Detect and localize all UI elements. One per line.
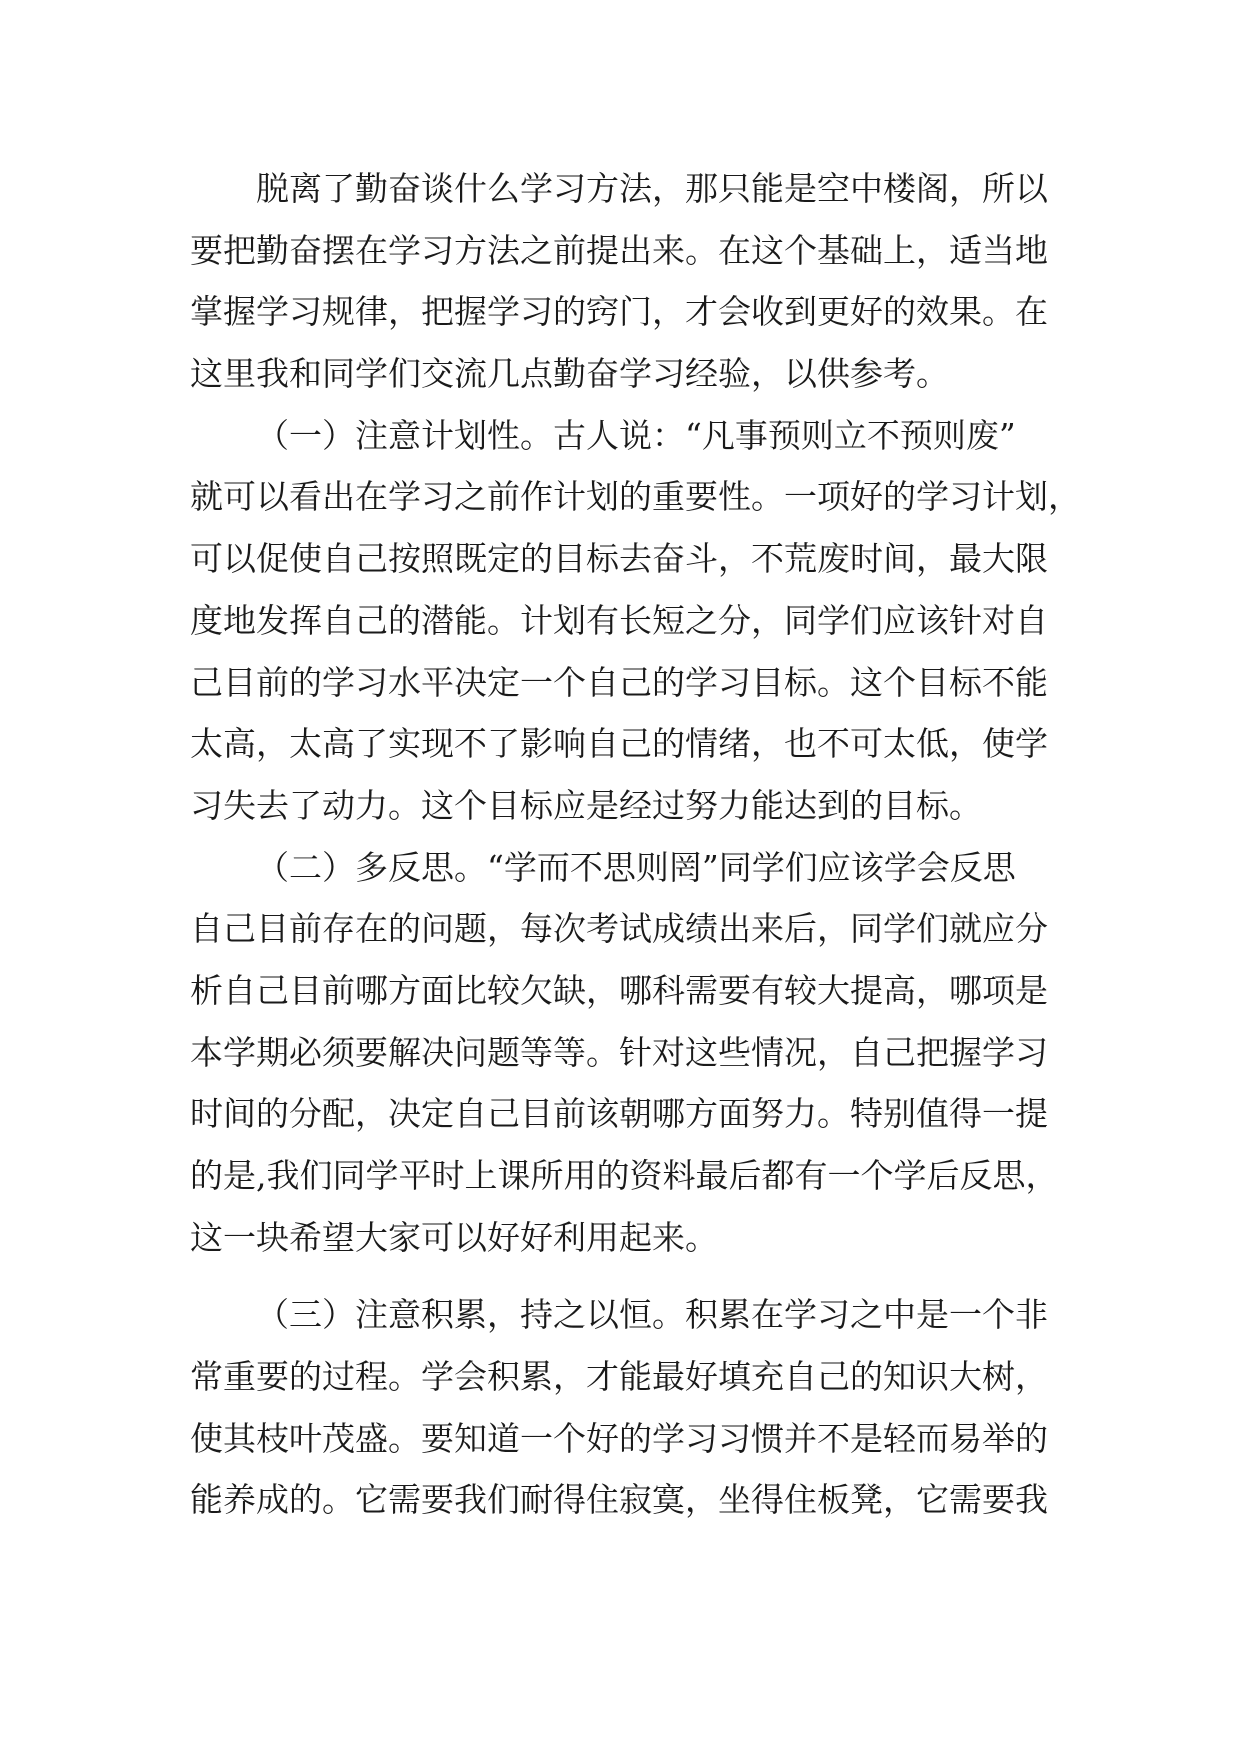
text-line: 掌握学习规律，把握学习的窍门，才会收到更好的效果。在 [190,292,1048,332]
text-line: 这里我和同学们交流几点勤奋学习经验，以供参考。 [190,354,949,394]
text-line: 能养成的。它需要我们耐得住寂寞，坐得住板凳，它需要我 [190,1480,1048,1520]
paragraph-reflection [190,837,1060,1269]
text-line: 的是,我们同学平时上课所用的资料最后都有一个学后反思， [190,1156,1059,1195]
text-line: （二）多反思。“学而不思则罔”同学们应该学会反思 [256,847,1016,887]
paragraph-plan [190,405,1081,837]
text-line: 可以促使自己按照既定的目标去奋斗，不荒废时间，最大限 [190,539,1048,579]
paragraph-intro [190,158,1060,405]
text-line: 度地发挥自己的潜能。计划有长短之分，同学们应该针对自 [190,600,1048,640]
text-line: 脱离了勤奋谈什么学习方法，那只能是空中楼阁，所以 [256,169,1048,208]
text-line: （三）注意积累，持之以恒。积累在学习之中是一个非 [256,1295,1048,1335]
text-line: 时间的分配，决定自己目前该朝哪方面努力。特别值得一提 [190,1094,1048,1134]
text-line: 习失去了动力。这个目标应是经过努力能达到的目标。 [190,785,982,825]
text-line: 己目前的学习水平决定一个自己的学习目标。这个目标不能 [190,662,1048,702]
paragraph-spacing [190,1268,1060,1284]
text-line: 太高，太高了实现不了影响自己的情绪，也不可太低，使学 [190,724,1048,764]
text-line: （一）注意计划性。古人说：“凡事预则立不预则废” [256,415,1016,455]
text-line: 这一块希望大家可以好好利用起来。 [190,1217,718,1257]
text-line: 要把勤奋摆在学习方法之前提出来。在这个基础上，适当地 [190,230,1048,270]
paragraph-accumulation [190,1284,1060,1531]
text-line: 本学期必须要解决问题等等。针对这些情况，自己把握学习 [190,1032,1048,1072]
text-line: 常重要的过程。学会积累，才能最好填充自己的知识大树， [190,1357,1048,1397]
text-line: 就可以看出在学习之前作计划的重要性。一项好的学习计划， [190,477,1081,517]
text-line: 析自己目前哪方面比较欠缺，哪科需要有较大提高，哪项是 [190,970,1048,1010]
text-line: 自己目前存在的问题，每次考试成绩出来后，同学们就应分 [190,909,1048,949]
document-body [190,158,1081,1531]
text-line: 使其枝叶茂盛。要知道一个好的学习习惯并不是轻而易举的 [190,1418,1048,1458]
